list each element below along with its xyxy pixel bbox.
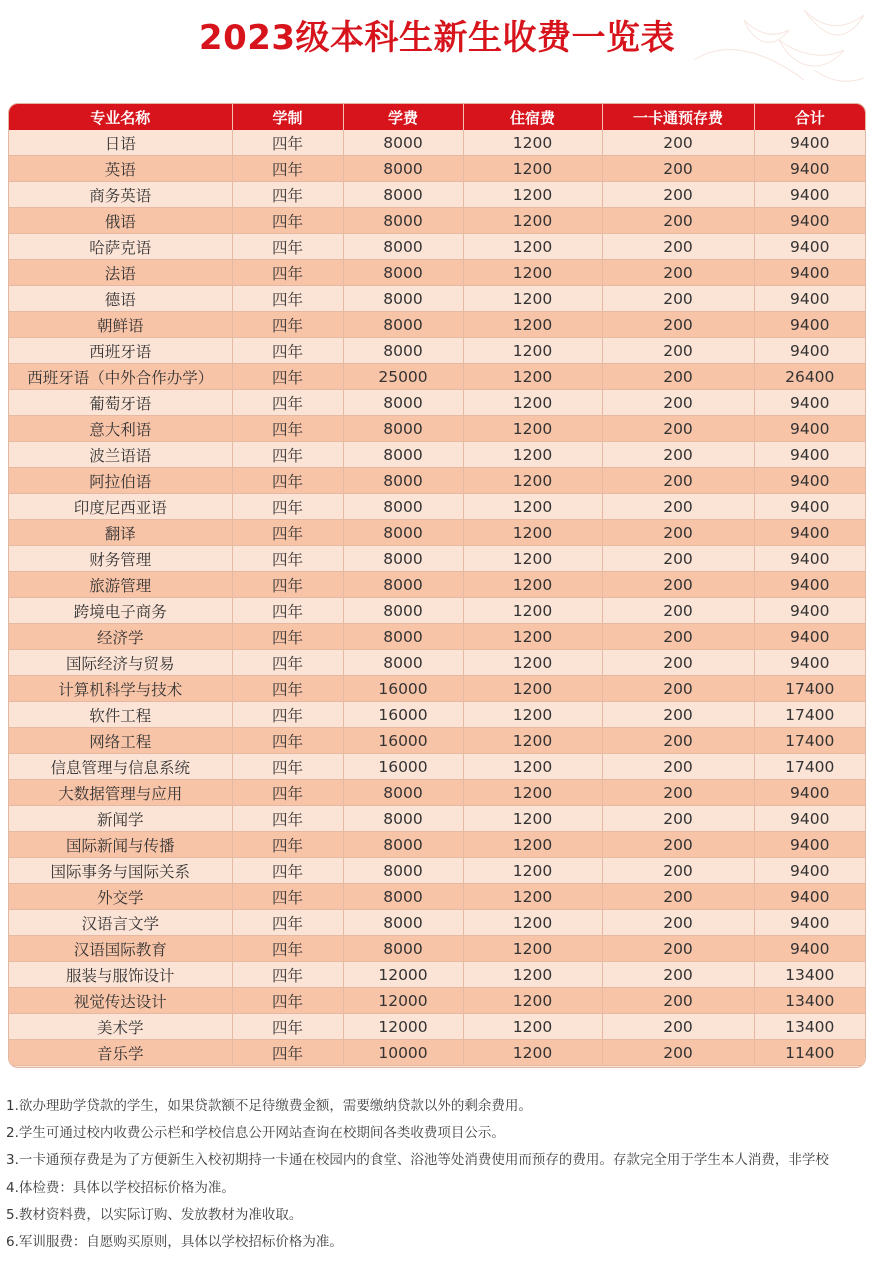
cell-major: 葡萄牙语 xyxy=(9,390,232,416)
cell-card-deposit: 200 xyxy=(602,468,754,494)
cell-accommodation: 1200 xyxy=(463,416,602,442)
cell-total: 9400 xyxy=(754,468,865,494)
cell-tuition: 8000 xyxy=(343,442,463,468)
table-row xyxy=(9,442,865,468)
cell-duration: 四年 xyxy=(232,494,343,520)
cell-accommodation: 1200 xyxy=(463,832,602,858)
cell-tuition: 8000 xyxy=(343,936,463,962)
cell-major: 法语 xyxy=(9,260,232,286)
cell-accommodation: 1200 xyxy=(463,702,602,728)
cell-tuition: 8000 xyxy=(343,780,463,806)
cell-card-deposit: 200 xyxy=(602,130,754,156)
cell-major: 美术学 xyxy=(9,1014,232,1040)
cell-major: 朝鲜语 xyxy=(9,312,232,338)
cell-major: 哈萨克语 xyxy=(9,234,232,260)
cell-tuition: 8000 xyxy=(343,832,463,858)
table-row xyxy=(9,728,865,754)
cell-tuition: 8000 xyxy=(343,208,463,234)
cell-major: 网络工程 xyxy=(9,728,232,754)
cell-major: 跨境电子商务 xyxy=(9,598,232,624)
table-row xyxy=(9,962,865,988)
cell-accommodation: 1200 xyxy=(463,780,602,806)
cell-total: 9400 xyxy=(754,494,865,520)
cell-card-deposit: 200 xyxy=(602,988,754,1014)
cell-major: 汉语国际教育 xyxy=(9,936,232,962)
cell-duration: 四年 xyxy=(232,442,343,468)
cell-card-deposit: 200 xyxy=(602,364,754,390)
cell-total: 9400 xyxy=(754,572,865,598)
table-row xyxy=(9,936,865,962)
cell-duration: 四年 xyxy=(232,286,343,312)
cell-card-deposit: 200 xyxy=(602,806,754,832)
header-duration: 学制 xyxy=(232,104,343,130)
cell-total: 9400 xyxy=(754,182,865,208)
table-row xyxy=(9,676,865,702)
cell-total: 9400 xyxy=(754,546,865,572)
cell-total: 9400 xyxy=(754,156,865,182)
cell-total: 9400 xyxy=(754,520,865,546)
header-major: 专业名称 xyxy=(9,104,232,130)
cell-tuition: 8000 xyxy=(343,494,463,520)
cell-tuition: 16000 xyxy=(343,728,463,754)
header-accommodation: 住宿费 xyxy=(463,104,602,130)
cell-duration: 四年 xyxy=(232,1014,343,1040)
cell-major: 经济学 xyxy=(9,624,232,650)
cell-total: 9400 xyxy=(754,234,865,260)
cell-major: 英语 xyxy=(9,156,232,182)
cell-card-deposit: 200 xyxy=(602,442,754,468)
cell-card-deposit: 200 xyxy=(602,416,754,442)
cell-tuition: 8000 xyxy=(343,546,463,572)
cell-total: 9400 xyxy=(754,390,865,416)
cell-tuition: 8000 xyxy=(343,390,463,416)
cell-major: 西班牙语 xyxy=(9,338,232,364)
cell-card-deposit: 200 xyxy=(602,1040,754,1066)
note-item: 3.一卡通预存费是为了方便新生入校初期持一卡通在校园内的食堂、浴池等处消费使用而预存的费用。存款完全用于学生本人消费，非学校 xyxy=(6,1152,829,1169)
cell-card-deposit: 200 xyxy=(602,910,754,936)
cell-duration: 四年 xyxy=(232,936,343,962)
cell-card-deposit: 200 xyxy=(602,260,754,286)
cell-accommodation: 1200 xyxy=(463,676,602,702)
cell-total: 9400 xyxy=(754,130,865,156)
cell-tuition: 8000 xyxy=(343,156,463,182)
header-tuition: 学费 xyxy=(343,104,463,130)
cell-card-deposit: 200 xyxy=(602,390,754,416)
table-row xyxy=(9,858,865,884)
fee-table xyxy=(8,103,866,1068)
cell-tuition: 8000 xyxy=(343,234,463,260)
cell-card-deposit: 200 xyxy=(602,520,754,546)
cell-duration: 四年 xyxy=(232,676,343,702)
cell-duration: 四年 xyxy=(232,910,343,936)
cell-total: 17400 xyxy=(754,754,865,780)
cell-card-deposit: 200 xyxy=(602,182,754,208)
cell-duration: 四年 xyxy=(232,624,343,650)
table-row xyxy=(9,494,865,520)
cell-tuition: 8000 xyxy=(343,910,463,936)
cell-card-deposit: 200 xyxy=(602,312,754,338)
cell-tuition: 8000 xyxy=(343,624,463,650)
cell-accommodation: 1200 xyxy=(463,442,602,468)
cell-major: 信息管理与信息系统 xyxy=(9,754,232,780)
table-row xyxy=(9,988,865,1014)
cell-duration: 四年 xyxy=(232,416,343,442)
cell-accommodation: 1200 xyxy=(463,988,602,1014)
cell-major: 德语 xyxy=(9,286,232,312)
table-row xyxy=(9,286,865,312)
cell-total: 9400 xyxy=(754,260,865,286)
cell-duration: 四年 xyxy=(232,468,343,494)
note-item: 5.教材资料费，以实际订购、发放教材为准收取。 xyxy=(6,1206,303,1223)
cell-card-deposit: 200 xyxy=(602,780,754,806)
cell-card-deposit: 200 xyxy=(602,728,754,754)
cell-duration: 四年 xyxy=(232,260,343,286)
cell-card-deposit: 200 xyxy=(602,832,754,858)
cell-accommodation: 1200 xyxy=(463,650,602,676)
cell-card-deposit: 200 xyxy=(602,598,754,624)
cell-tuition: 8000 xyxy=(343,130,463,156)
note-item: 6.军训服费：自愿购买原则，具体以学校招标价格为准。 xyxy=(6,1233,343,1250)
cell-duration: 四年 xyxy=(232,234,343,260)
cell-total: 11400 xyxy=(754,1040,865,1066)
table-row xyxy=(9,1014,865,1040)
cell-card-deposit: 200 xyxy=(602,1014,754,1040)
table-row xyxy=(9,520,865,546)
cell-accommodation: 1200 xyxy=(463,806,602,832)
table-row xyxy=(9,806,865,832)
cell-major: 外交学 xyxy=(9,884,232,910)
cell-accommodation: 1200 xyxy=(463,546,602,572)
cell-accommodation: 1200 xyxy=(463,130,602,156)
cell-tuition: 8000 xyxy=(343,858,463,884)
cell-accommodation: 1200 xyxy=(463,312,602,338)
notes-section xyxy=(6,1093,874,1256)
cell-duration: 四年 xyxy=(232,572,343,598)
cell-total: 17400 xyxy=(754,728,865,754)
cell-accommodation: 1200 xyxy=(463,182,602,208)
cell-duration: 四年 xyxy=(232,208,343,234)
cell-major: 阿拉伯语 xyxy=(9,468,232,494)
cell-accommodation: 1200 xyxy=(463,754,602,780)
cell-total: 17400 xyxy=(754,702,865,728)
table-row xyxy=(9,390,865,416)
table-row xyxy=(9,312,865,338)
cell-tuition: 8000 xyxy=(343,260,463,286)
cell-tuition: 8000 xyxy=(343,572,463,598)
cell-accommodation: 1200 xyxy=(463,390,602,416)
cell-total: 9400 xyxy=(754,286,865,312)
note-item: 1.欲办理助学贷款的学生，如果贷款额不足待缴费金额，需要缴纳贷款以外的剩余费用。 xyxy=(6,1098,532,1114)
cell-accommodation: 1200 xyxy=(463,598,602,624)
cell-major: 波兰语语 xyxy=(9,442,232,468)
cell-duration: 四年 xyxy=(232,520,343,546)
cell-total: 9400 xyxy=(754,780,865,806)
cell-card-deposit: 200 xyxy=(602,936,754,962)
cell-tuition: 8000 xyxy=(343,468,463,494)
cell-duration: 四年 xyxy=(232,702,343,728)
cell-accommodation: 1200 xyxy=(463,494,602,520)
cell-accommodation: 1200 xyxy=(463,572,602,598)
cell-card-deposit: 200 xyxy=(602,494,754,520)
cell-duration: 四年 xyxy=(232,312,343,338)
table-row xyxy=(9,546,865,572)
cell-tuition: 8000 xyxy=(343,286,463,312)
cell-accommodation: 1200 xyxy=(463,1014,602,1040)
cell-card-deposit: 200 xyxy=(602,702,754,728)
cell-total: 9400 xyxy=(754,442,865,468)
cell-card-deposit: 200 xyxy=(602,572,754,598)
cell-accommodation: 1200 xyxy=(463,910,602,936)
note-item: 4.体检费：具体以学校招标价格为准。 xyxy=(6,1179,235,1196)
cell-duration: 四年 xyxy=(232,182,343,208)
cell-tuition: 8000 xyxy=(343,598,463,624)
cell-total: 9400 xyxy=(754,884,865,910)
cell-accommodation: 1200 xyxy=(463,468,602,494)
cell-major: 服装与服饰设计 xyxy=(9,962,232,988)
cell-duration: 四年 xyxy=(232,1040,343,1066)
cell-total: 9400 xyxy=(754,598,865,624)
cell-accommodation: 1200 xyxy=(463,364,602,390)
cell-card-deposit: 200 xyxy=(602,208,754,234)
cell-card-deposit: 200 xyxy=(602,338,754,364)
cell-total: 9400 xyxy=(754,858,865,884)
cell-major: 意大利语 xyxy=(9,416,232,442)
table-row xyxy=(9,338,865,364)
cell-major: 大数据管理与应用 xyxy=(9,780,232,806)
cell-total: 9400 xyxy=(754,650,865,676)
table-row xyxy=(9,572,865,598)
cell-total: 13400 xyxy=(754,988,865,1014)
cell-duration: 四年 xyxy=(232,806,343,832)
cell-tuition: 25000 xyxy=(343,364,463,390)
fee-table-grid xyxy=(9,104,865,1066)
table-row xyxy=(9,910,865,936)
cell-major: 国际经济与贸易 xyxy=(9,650,232,676)
cell-duration: 四年 xyxy=(232,728,343,754)
table-body xyxy=(9,130,865,1066)
cell-tuition: 12000 xyxy=(343,1014,463,1040)
table-row xyxy=(9,702,865,728)
cell-total: 9400 xyxy=(754,312,865,338)
header-total: 合计 xyxy=(754,104,865,130)
cell-tuition: 8000 xyxy=(343,884,463,910)
cell-major: 翻译 xyxy=(9,520,232,546)
cell-tuition: 8000 xyxy=(343,182,463,208)
table-row xyxy=(9,416,865,442)
cell-duration: 四年 xyxy=(232,858,343,884)
cell-accommodation: 1200 xyxy=(463,156,602,182)
table-row xyxy=(9,624,865,650)
cell-accommodation: 1200 xyxy=(463,962,602,988)
cell-tuition: 16000 xyxy=(343,702,463,728)
cell-card-deposit: 200 xyxy=(602,546,754,572)
cell-card-deposit: 200 xyxy=(602,286,754,312)
cell-major: 视觉传达设计 xyxy=(9,988,232,1014)
cell-accommodation: 1200 xyxy=(463,338,602,364)
cell-total: 9400 xyxy=(754,416,865,442)
cell-total: 9400 xyxy=(754,832,865,858)
cell-duration: 四年 xyxy=(232,988,343,1014)
cell-duration: 四年 xyxy=(232,754,343,780)
cell-duration: 四年 xyxy=(232,832,343,858)
cell-tuition: 16000 xyxy=(343,754,463,780)
cell-tuition: 12000 xyxy=(343,988,463,1014)
cell-duration: 四年 xyxy=(232,546,343,572)
cell-duration: 四年 xyxy=(232,364,343,390)
cell-major: 俄语 xyxy=(9,208,232,234)
table-row xyxy=(9,650,865,676)
cell-card-deposit: 200 xyxy=(602,962,754,988)
cell-major: 软件工程 xyxy=(9,702,232,728)
cell-major: 音乐学 xyxy=(9,1040,232,1066)
cell-duration: 四年 xyxy=(232,338,343,364)
cell-major: 国际事务与国际关系 xyxy=(9,858,232,884)
table-row xyxy=(9,182,865,208)
cell-tuition: 8000 xyxy=(343,806,463,832)
cell-total: 9400 xyxy=(754,338,865,364)
cell-tuition: 8000 xyxy=(343,312,463,338)
cell-duration: 四年 xyxy=(232,390,343,416)
page-title: 2023级本科生新生收费一览表 xyxy=(198,18,676,58)
table-row xyxy=(9,156,865,182)
table-row xyxy=(9,832,865,858)
cell-total: 13400 xyxy=(754,962,865,988)
cell-tuition: 8000 xyxy=(343,338,463,364)
cell-card-deposit: 200 xyxy=(602,624,754,650)
cell-tuition: 8000 xyxy=(343,416,463,442)
cell-major: 西班牙语（中外合作办学） xyxy=(9,364,232,390)
cell-major: 财务管理 xyxy=(9,546,232,572)
cell-accommodation: 1200 xyxy=(463,858,602,884)
cell-total: 9400 xyxy=(754,208,865,234)
cell-total: 26400 xyxy=(754,364,865,390)
table-row xyxy=(9,364,865,390)
cell-duration: 四年 xyxy=(232,962,343,988)
table-row xyxy=(9,754,865,780)
cell-major: 印度尼西亚语 xyxy=(9,494,232,520)
cell-total: 17400 xyxy=(754,676,865,702)
cell-major: 日语 xyxy=(9,130,232,156)
cell-card-deposit: 200 xyxy=(602,884,754,910)
cell-duration: 四年 xyxy=(232,130,343,156)
cell-accommodation: 1200 xyxy=(463,936,602,962)
cell-accommodation: 1200 xyxy=(463,286,602,312)
cell-major: 旅游管理 xyxy=(9,572,232,598)
note-item: 2.学生可通过校内收费公示栏和学校信息公开网站查询在校期间各类收费项目公示。 xyxy=(6,1125,505,1142)
cell-major: 新闻学 xyxy=(9,806,232,832)
cell-accommodation: 1200 xyxy=(463,1040,602,1066)
table-row xyxy=(9,234,865,260)
cell-major: 国际新闻与传播 xyxy=(9,832,232,858)
cell-duration: 四年 xyxy=(232,156,343,182)
table-row xyxy=(9,130,865,156)
cell-card-deposit: 200 xyxy=(602,676,754,702)
cell-card-deposit: 200 xyxy=(602,650,754,676)
cell-total: 13400 xyxy=(754,1014,865,1040)
cell-tuition: 8000 xyxy=(343,650,463,676)
cell-accommodation: 1200 xyxy=(463,520,602,546)
cell-total: 9400 xyxy=(754,624,865,650)
cell-accommodation: 1200 xyxy=(463,884,602,910)
header-card-deposit: 一卡通预存费 xyxy=(602,104,754,130)
cell-duration: 四年 xyxy=(232,598,343,624)
cell-card-deposit: 200 xyxy=(602,156,754,182)
cell-duration: 四年 xyxy=(232,780,343,806)
cell-accommodation: 1200 xyxy=(463,624,602,650)
cell-major: 计算机科学与技术 xyxy=(9,676,232,702)
cell-tuition: 8000 xyxy=(343,520,463,546)
cell-card-deposit: 200 xyxy=(602,234,754,260)
table-row xyxy=(9,884,865,910)
cell-accommodation: 1200 xyxy=(463,260,602,286)
table-row xyxy=(9,1040,865,1066)
table-row xyxy=(9,780,865,806)
cell-accommodation: 1200 xyxy=(463,728,602,754)
cell-accommodation: 1200 xyxy=(463,234,602,260)
cell-card-deposit: 200 xyxy=(602,754,754,780)
cell-major: 汉语言文学 xyxy=(9,910,232,936)
cell-total: 9400 xyxy=(754,806,865,832)
cell-card-deposit: 200 xyxy=(602,858,754,884)
cell-total: 9400 xyxy=(754,936,865,962)
cell-major: 商务英语 xyxy=(9,182,232,208)
cell-duration: 四年 xyxy=(232,650,343,676)
table-row xyxy=(9,208,865,234)
cell-tuition: 12000 xyxy=(343,962,463,988)
table-row xyxy=(9,468,865,494)
cell-duration: 四年 xyxy=(232,884,343,910)
cell-tuition: 10000 xyxy=(343,1040,463,1066)
cell-total: 9400 xyxy=(754,910,865,936)
table-row xyxy=(9,260,865,286)
table-row xyxy=(9,598,865,624)
cell-accommodation: 1200 xyxy=(463,208,602,234)
cell-tuition: 16000 xyxy=(343,676,463,702)
table-header-row xyxy=(9,104,865,130)
